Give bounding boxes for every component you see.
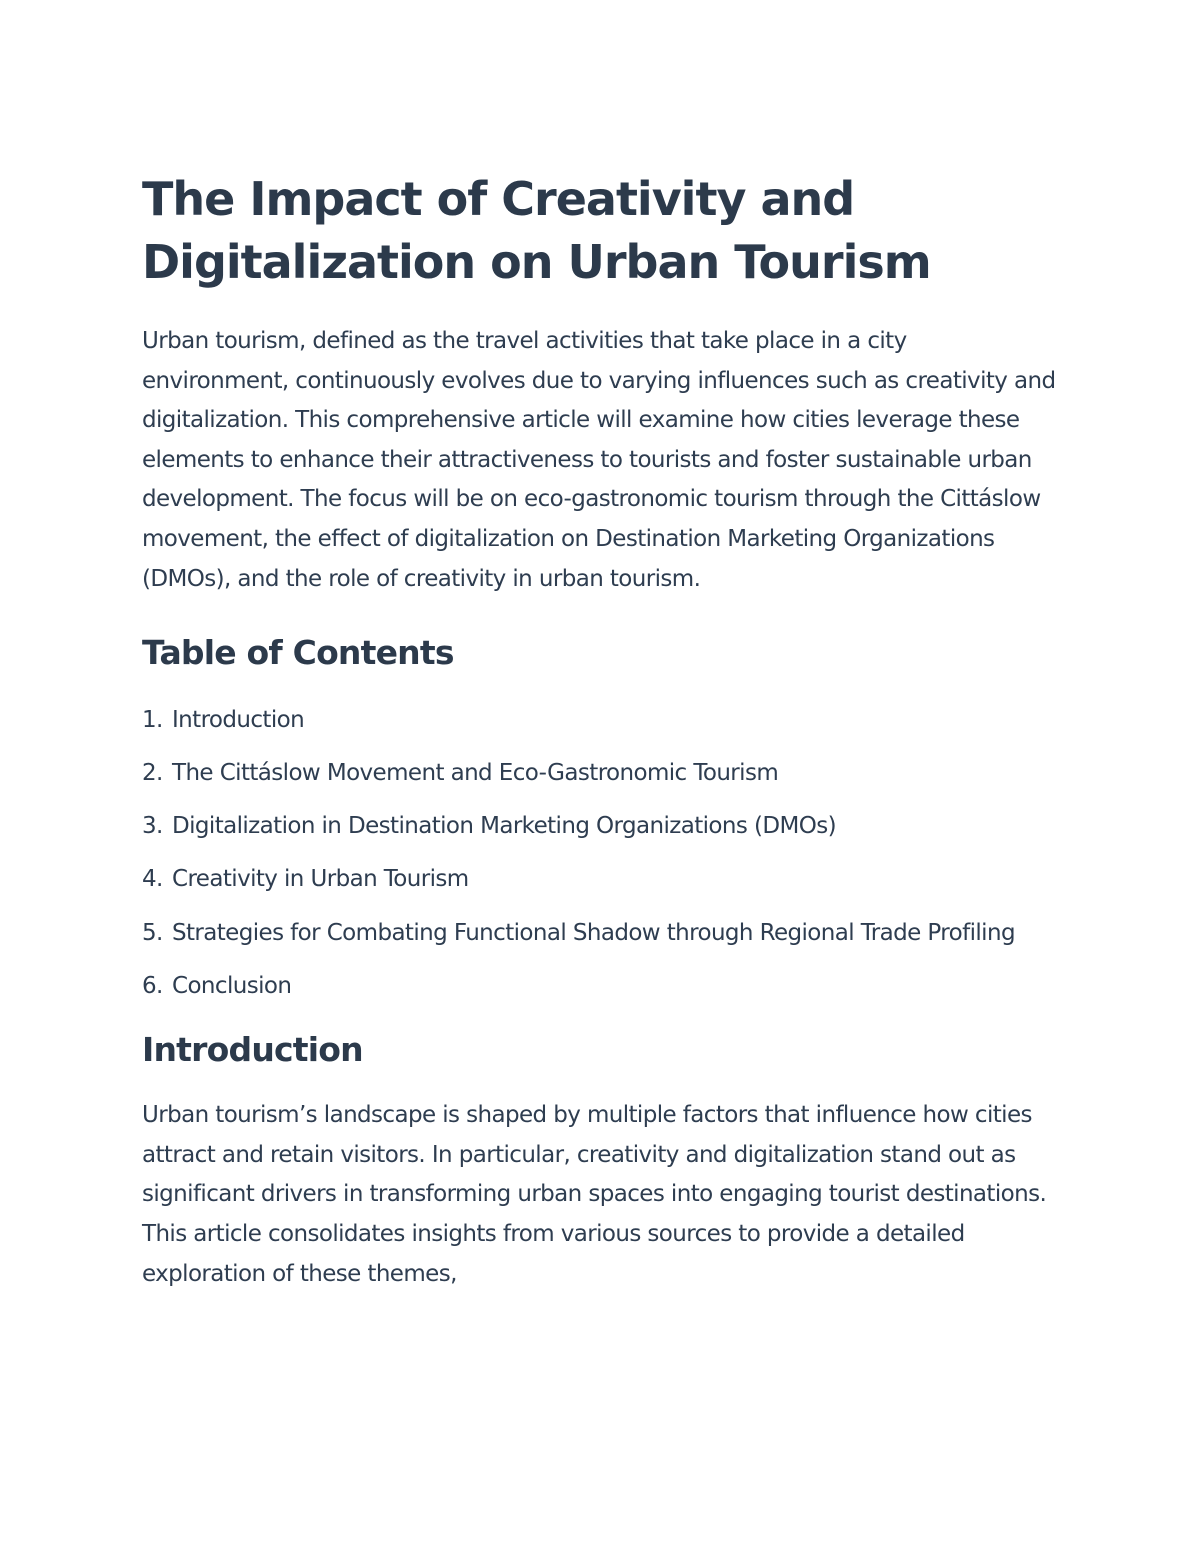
table-of-contents [142, 701, 1057, 1006]
toc-item-label: Creativity in Urban Tourism [172, 866, 469, 893]
toc-item-label: The Cittáslow Movement and Eco-Gastronomic Tourism [172, 760, 779, 787]
page-title: The Impact of Creativity and Digitalization on Urban Tourism [142, 172, 931, 289]
document-page [142, 168, 1057, 1294]
toc-item-cittaslow [142, 754, 1057, 794]
toc-item-introduction [142, 701, 1057, 741]
toc-item-number: 5. [142, 919, 163, 946]
toc-item-label: Introduction [172, 707, 305, 734]
toc-heading: Table of Contents [142, 633, 454, 673]
toc-item-creativity [142, 860, 1057, 900]
toc-item-label: Strategies for Combating Functional Shadow through Regional Trade Profiling [172, 919, 1015, 946]
introduction-heading: Introduction [142, 1030, 363, 1070]
toc-item-number: 2. [142, 760, 163, 787]
toc-item-number: 3. [142, 813, 163, 840]
toc-item-number: 1. [142, 707, 163, 734]
introduction-paragraph: Urban tourism’s landscape is shaped by multiple factors that influence how cities attract and retain visitors. In particular, creativity and digitalization stand out as significant drivers in transforming urban spaces into engaging tourist destinations. This article consolidates insights from various sources to provide a detailed exploration of these themes, [142, 1102, 1047, 1287]
toc-item-conclusion [142, 967, 1057, 1007]
toc-item-label: Conclusion [172, 972, 292, 999]
toc-item-strategies [142, 914, 1057, 954]
toc-item-number: 6. [142, 972, 163, 999]
toc-item-number: 4. [142, 866, 163, 893]
toc-item-label: Digitalization in Destination Marketing Organizations (DMOs) [172, 813, 836, 840]
toc-item-digitalization [142, 807, 1057, 847]
lead-paragraph: Urban tourism, defined as the travel activities that take place in a city environment, continuously evolves due to varying influences such as creativity and digitalization. This comprehensive article will examine how cities leverage these elements to enhance their attractiveness to tourists and foster sustainable urban development. The focus will be on eco-gastronomic tourism through the Cittáslow movement, the effect of digitalization on Destination Marketing Organizations (DMOs), and the role of creativity in urban tourism. [142, 328, 1056, 592]
